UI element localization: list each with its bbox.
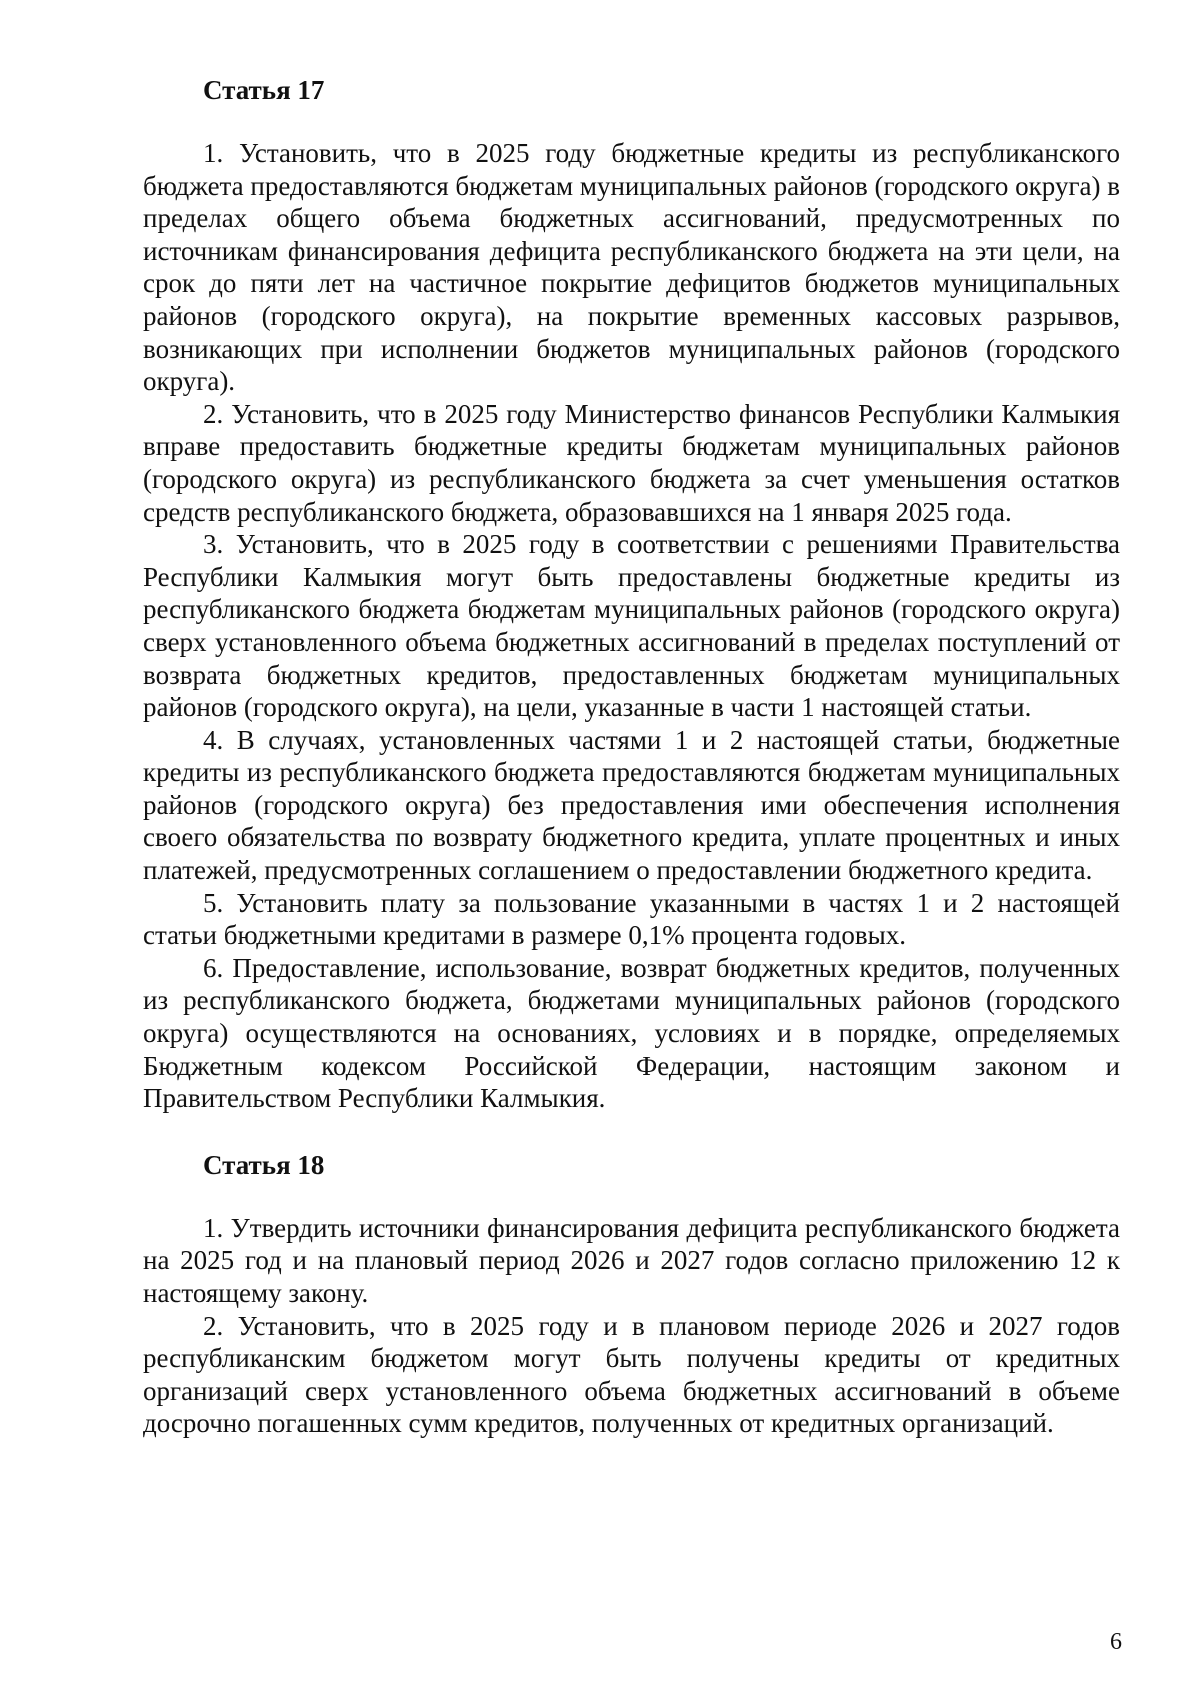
- paragraph: 2. Установить, что в 2025 году Министерство финансов Республики Калмыкия вправе предоставить бюджетные кредиты бюджетам муниципальных районов (городского округа) из республиканского бюджета за счет уменьшения остатков средств республиканского бюджета, образовавшихся на 1 января 2025 года.: [143, 398, 1120, 527]
- article-paragraphs: [143, 1212, 1120, 1440]
- paragraph: 2. Установить, что в 2025 году и в плановом периоде 2026 и 2027 годов республиканским бюджетом могут быть получены кредиты от кредитных организаций сверх установленного объема бюджетных ассигнований в объеме досрочно погашенных сумм кредитов, полученных от кредитных организаций.: [143, 1310, 1120, 1439]
- page-number: 6: [1110, 1629, 1122, 1655]
- document-page: [143, 66, 1120, 1440]
- article-paragraphs: [143, 137, 1120, 1115]
- paragraph: 6. Предоставление, использование, возврат бюджетных кредитов, полученных из республиканского бюджета, бюджетами муниципальных районов (городского округа) осуществляются на основаниях, условиях и в порядке, определяемых Бюджетным кодексом Российской Федерации, настоящим законом и Правительством Республики Калмыкия.: [143, 952, 1120, 1114]
- article-17: [143, 74, 1120, 1115]
- article-title: Статья 18: [203, 1149, 325, 1180]
- article-title: Статья 17: [203, 75, 325, 105]
- paragraph: 1. Утвердить источники финансирования дефицита республиканского бюджета на 2025 год и на плановый период 2026 и 2027 годов согласно приложению 12 к настоящему закону.: [143, 1212, 1120, 1308]
- article-18: [143, 1149, 1120, 1440]
- paragraph: 3. Установить, что в 2025 году в соответствии с решениями Правительства Республики Калмыкия могут быть предоставлены бюджетные кредиты из республиканского бюджета бюджетам муниципальных районов (городского округа) сверх установленного объема бюджетных ассигнований в пределах поступлений от возврата бюджетных кредитов, предоставленных бюджетам муниципальных районов (городского округа), на цели, указанные в части 1 настоящей статьи.: [143, 529, 1120, 723]
- paragraph: 5. Установить плату за пользование указанными в частях 1 и 2 настоящей статьи бюджетными кредитами в размере 0,1% процента годовых.: [143, 887, 1120, 951]
- paragraph: 1. Установить, что в 2025 году бюджетные кредиты из республиканского бюджета предоставляются бюджетам муниципальных районов (городского округа) в пределах общего объема бюджетных ассигнований, предусмотренных по источникам финансирования дефицита республиканского бюджета на эти цели, на срок до пяти лет на частичное покрытие дефицитов бюджетов муниципальных районов (городского округа), на покрытие временных кассовых разрывов, возникающих при исполнении бюджетов муниципальных районов (городского округа).: [143, 138, 1120, 397]
- paragraph: 4. В случаях, установленных частями 1 и 2 настоящей статьи, бюджетные кредиты из республиканского бюджета предоставляются бюджетам муниципальных районов (городского округа) без предоставления ими обеспечения исполнения своего обязательства по возврату бюджетного кредита, уплате процентных и иных платежей, предусмотренных соглашением о предоставлении бюджетного кредита.: [143, 724, 1120, 886]
